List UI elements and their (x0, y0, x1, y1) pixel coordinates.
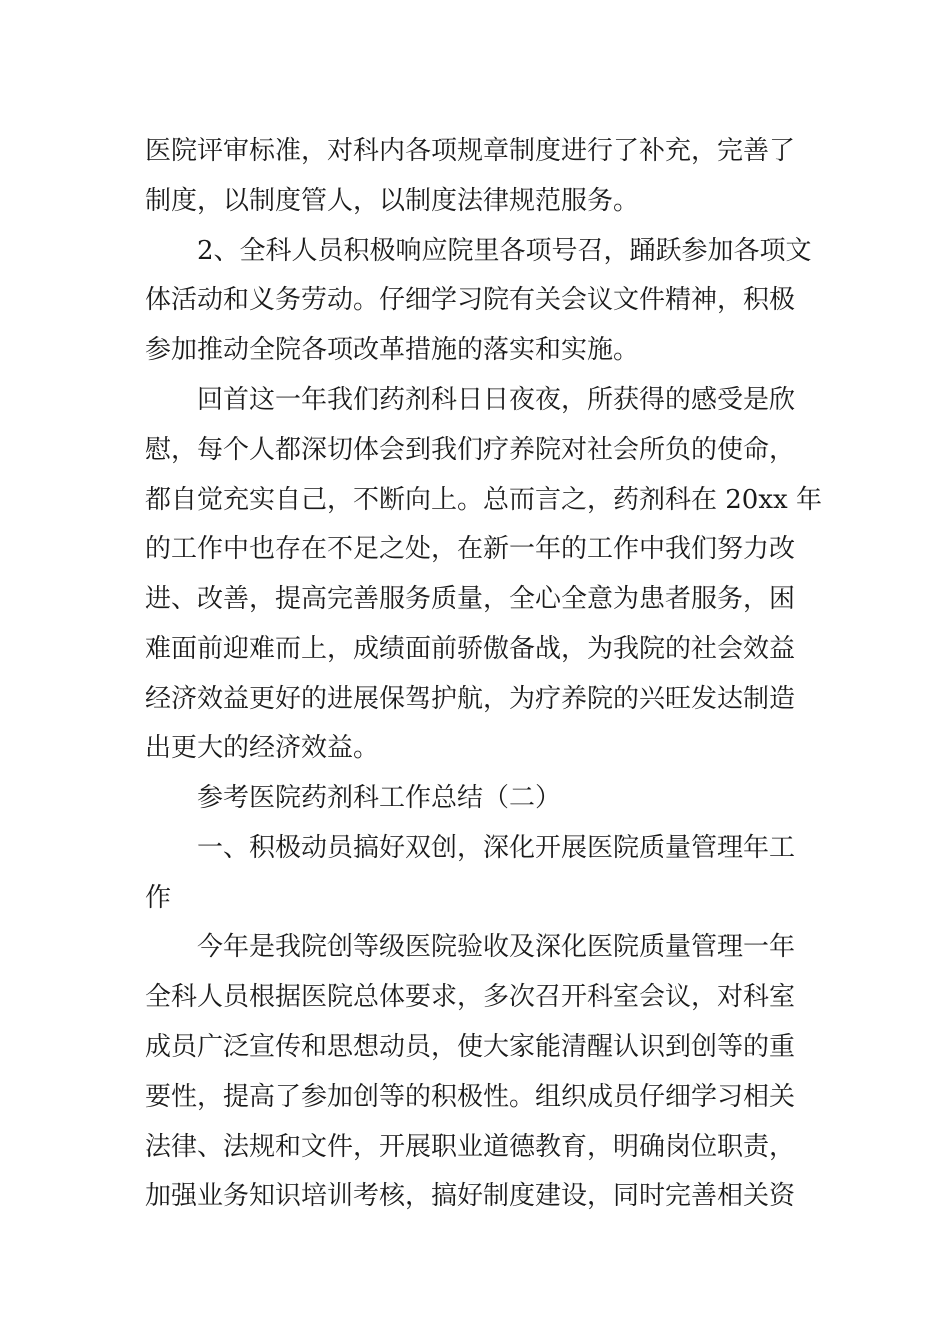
text-line: 进、改善，提高完善服务质量，全心全意为患者服务，困 (145, 584, 796, 614)
text-line: 全科人员根据医院总体要求，多次召开科室会议，对科室 (145, 982, 796, 1012)
text-line: 作 (145, 883, 172, 913)
text-line: 慰，每个人都深切体会到我们疗养院对社会所负的使命， (145, 435, 796, 465)
text-line: 2、全科人员积极响应院里各项号召，踊跃参加各项文 (197, 236, 812, 266)
text-line: 医院评审标准，对科内各项规章制度进行了补充，完善了 (145, 136, 796, 166)
text-line: 一、积极动员搞好双创，深化开展医院质量管理年工 (197, 833, 796, 863)
text-line: 今年是我院创等级医院验收及深化医院质量管理一年 (197, 932, 796, 962)
text-line: 出更大的经济效益。 (145, 733, 380, 763)
text-line: 的工作中也存在不足之处，在新一年的工作中我们努力改 (145, 534, 796, 564)
text-line: 经济效益更好的进展保驾护航，为疗养院的兴旺发达制造 (145, 684, 796, 714)
text-line: 制度，以制度管人，以制度法律规范服务。 (145, 186, 640, 216)
text-line: 法律、法规和文件，开展职业道德教育，明确岗位职责， (145, 1132, 796, 1162)
text-line: 回首这一年我们药剂科日日夜夜，所获得的感受是欣 (197, 385, 796, 415)
text-line: 都自觉充实自己，不断向上。总而言之，药剂科在 20xx 年 (145, 485, 822, 515)
text-line: 难面前迎难而上，成绩面前骄傲备战，为我院的社会效益 (145, 634, 796, 664)
text-line: 要性，提高了参加创等的积极性。组织成员仔细学习相关 (145, 1082, 796, 1112)
text-line: 体活动和义务劳动。仔细学习院有关会议文件精神，积极 (145, 285, 796, 315)
text-line: 参加推动全院各项改革措施的落实和实施。 (145, 335, 640, 365)
text-line: 加强业务知识培训考核，搞好制度建设，同时完善相关资 (145, 1181, 796, 1211)
section-heading: 参考医院药剂科工作总结（二） (197, 783, 562, 813)
text-line: 成员广泛宣传和思想动员，使大家能清醒认识到创等的重 (145, 1032, 796, 1062)
